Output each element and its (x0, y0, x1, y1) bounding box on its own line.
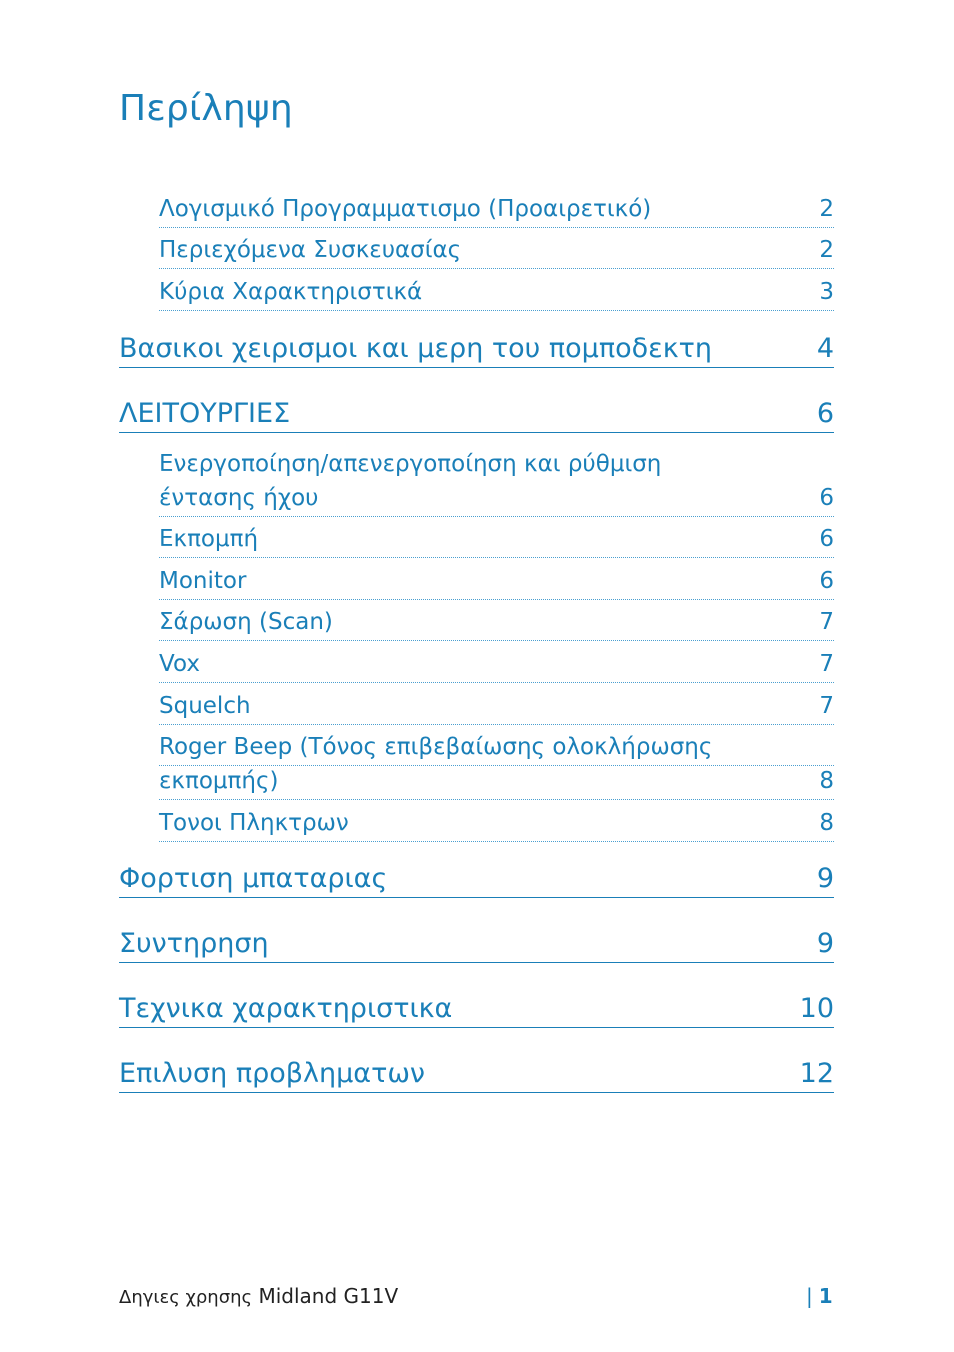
toc-entry-label: Περιεχόμενα Συσκευασίας (159, 237, 462, 263)
toc-entry[interactable] (159, 233, 834, 269)
page-title: Περίληψη (119, 88, 293, 129)
toc-section-page: 9 (816, 863, 834, 894)
toc-entry[interactable] (159, 764, 834, 800)
toc-entry-page: 6 (819, 526, 834, 552)
toc-entry-page: 8 (819, 810, 834, 836)
toc-entry-label: έντασης ήχου (159, 485, 319, 511)
toc-entry-label: Λογισμικό Προγραμματισμο (Προαιρετικό) (159, 196, 652, 222)
toc-section-page: 10 (799, 993, 834, 1024)
toc-entry-line1[interactable] (159, 447, 834, 482)
toc-entry-page: 6 (819, 568, 834, 594)
toc-section[interactable] (119, 861, 834, 898)
footer-prefix: Δηγιες χρησης (119, 1287, 253, 1308)
toc-entry-page: 7 (819, 609, 834, 635)
toc-section-label: Τεχνικα χαρακτηριστικα (119, 993, 453, 1024)
toc-section-page: 12 (799, 1058, 834, 1089)
toc-section-label: Φορτιση μπαταριας (119, 863, 388, 894)
toc-entry[interactable] (159, 522, 834, 558)
toc-entry[interactable] (159, 481, 834, 517)
toc-entry-page: 3 (819, 279, 834, 305)
toc-entry-page: 2 (819, 196, 834, 222)
toc-entry-label: Roger Beep (Τόνος επιβεβαίωσης ολοκλήρωσης (159, 734, 713, 760)
toc-entry[interactable] (159, 192, 834, 228)
toc-entry-label: Κύρια Χαρακτηριστικά (159, 279, 423, 305)
toc-section-page: 4 (816, 333, 834, 364)
toc-section-label: Επιλυση προβληματων (119, 1058, 426, 1089)
toc-entry-label: Squelch (159, 693, 251, 719)
toc-entry[interactable] (159, 275, 834, 311)
toc-entry-label: Σάρωση (Scan) (159, 609, 333, 635)
toc-section[interactable] (119, 396, 834, 433)
toc-section-label: Βασικοι χειρισμοι και μερη του πομποδεκτη (119, 333, 712, 364)
footer-separator: | (806, 1284, 813, 1308)
footer-product: Midland G11V (258, 1284, 399, 1308)
toc-entry[interactable] (159, 605, 834, 641)
toc-entry[interactable] (159, 647, 834, 683)
toc-entry-label: εκπομπής) (159, 768, 279, 794)
footer-doc-title (119, 1284, 398, 1308)
toc-entry-page: 7 (819, 693, 834, 719)
toc-entry[interactable] (159, 806, 834, 842)
toc-section[interactable] (119, 991, 834, 1028)
toc-entry[interactable] (159, 564, 834, 600)
toc-entry-line1[interactable] (159, 730, 834, 766)
toc-entry-page: 7 (819, 651, 834, 677)
toc-entry-label: Monitor (159, 568, 247, 594)
toc-entry-label: Τονοι Πληκτρων (159, 810, 349, 836)
footer-page-number (806, 1284, 833, 1308)
toc-entry-label: Vox (159, 651, 200, 677)
toc-entry-label: Εκπομπή (159, 526, 259, 552)
toc-section-page: 9 (816, 928, 834, 959)
toc-entry-page: 6 (819, 485, 834, 511)
toc-section-page: 6 (816, 398, 834, 429)
toc-entry[interactable] (159, 689, 834, 725)
toc-entry-page: 8 (819, 768, 834, 794)
toc-section-label: Συντηρηση (119, 928, 269, 959)
toc-section[interactable] (119, 331, 834, 368)
toc-section[interactable] (119, 926, 834, 963)
toc-section-label: ΛΕΙΤΟΥΡΓΙΕΣ (119, 398, 291, 429)
toc-entry-label: Ενεργοποίηση/απενεργοποίηση και ρύθμιση (159, 451, 662, 477)
footer-page: 1 (818, 1284, 833, 1308)
toc-section[interactable] (119, 1056, 834, 1093)
toc-entry-page: 2 (819, 237, 834, 263)
